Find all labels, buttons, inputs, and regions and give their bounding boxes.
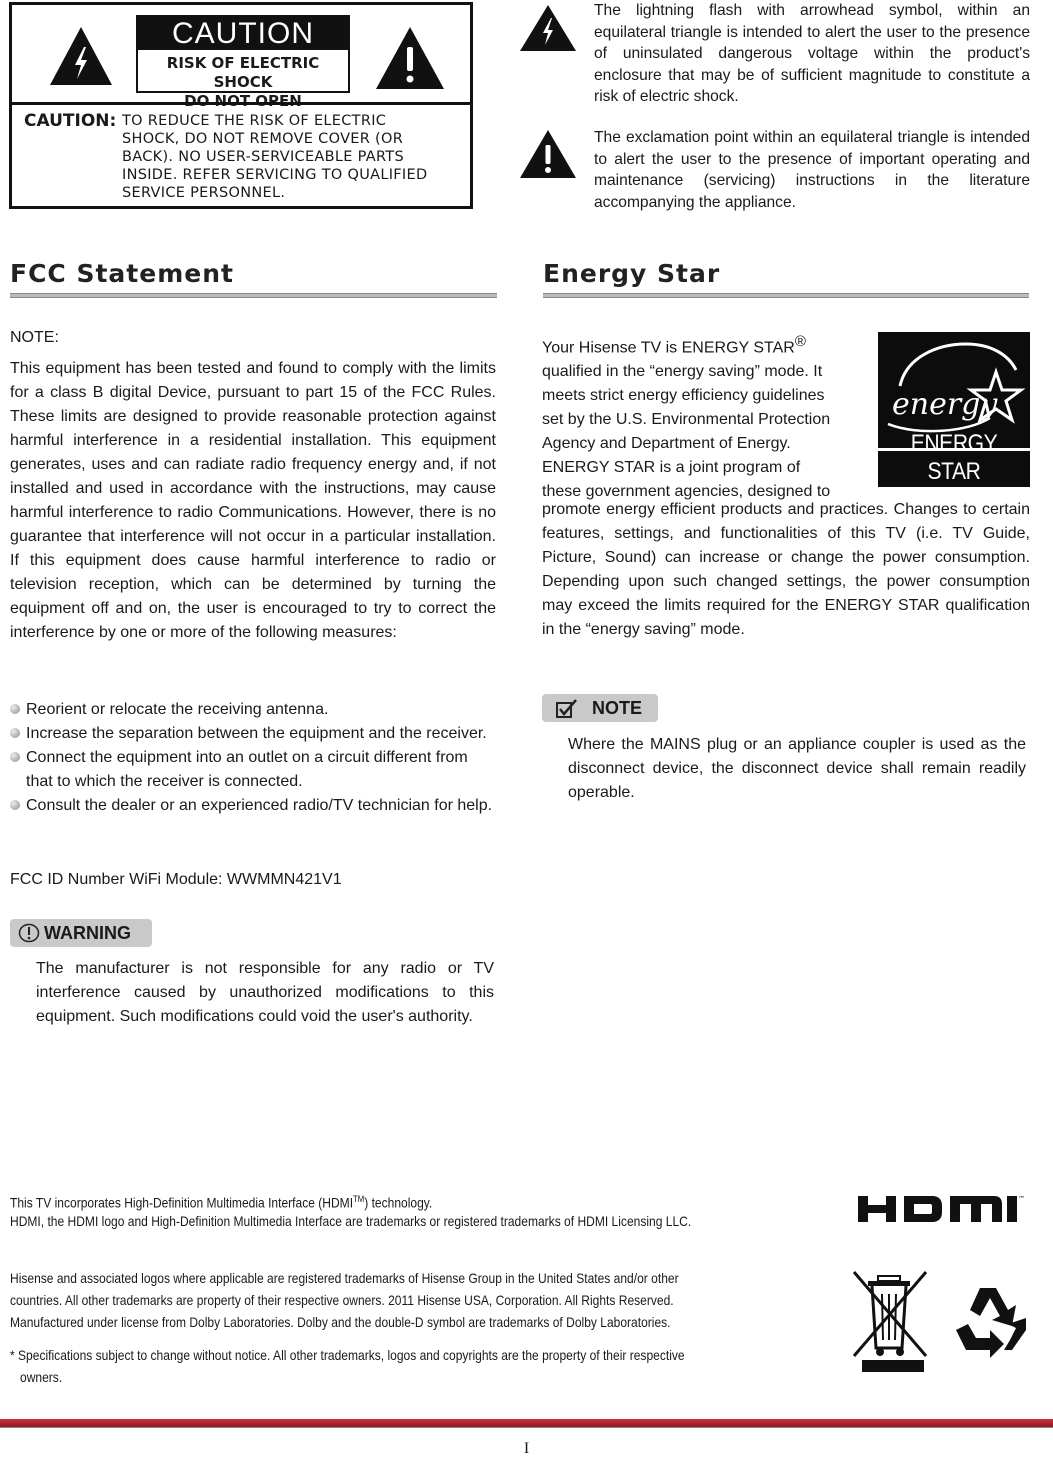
recycle-icon (950, 1282, 1032, 1362)
trademark-line: countries. All other trademarks are property of their respective owners. 2011 Hisense USA, Corporation. All Rights Reserved. (10, 1292, 674, 1308)
lightning-symbol-text: The lightning flash with arrowhead symbol, within an equilateral triangle is intended to alert the user to the presence of uninsulated dangerous voltage within the product's enclosure that may be of sufficient magnitude to constitute a risk of electric shock. (594, 2, 1030, 105)
exclamation-triangle-icon (519, 129, 577, 179)
energy-star-heading-rule (543, 293, 1029, 298)
caution-banner-line2: DO NOT OPEN (184, 92, 302, 110)
note-tag (542, 694, 658, 722)
list-item: Reorient or relocate the receiving antenna. (10, 698, 496, 722)
warning-text: The manufacturer is not responsible for any radio or TV interference caused by unauthorized modifications to this equipment. Such modifications could void the user's authority. (36, 960, 494, 1025)
warning-label: WARNING (44, 923, 131, 943)
weee-bin-icon (850, 1268, 932, 1374)
caution-label: CAUTION: (24, 111, 117, 131)
caution-text-line: SHOCK, DO NOT REMOVE COVER (OR (122, 131, 404, 147)
caution-text-line: SERVICE PERSONNEL. (122, 185, 286, 201)
caution-banner (136, 15, 350, 110)
caution-box (9, 2, 473, 209)
bullet-icon (10, 704, 20, 714)
spec-line2: owners. (20, 1369, 63, 1385)
fcc-note-label: NOTE: (10, 329, 59, 346)
energy-star-intro-line: set by the U.S. Environmental Protection (542, 411, 831, 429)
warning-tag (10, 919, 152, 947)
energy-star-intro-line: meets strict energy efficiency guidelines (542, 387, 825, 405)
energy-star-logo (878, 332, 1030, 487)
footer-bar-shadow (0, 1427, 1053, 1428)
caution-text-line: INSIDE. REFER SERVICING TO QUALIFIED (122, 167, 428, 183)
hdmi-line1: This TV incorporates High-Definition Multimedia Interface (HDMI™) technology. (10, 1194, 433, 1211)
page-number: I (523, 1440, 530, 1457)
registered-mark: ® (794, 333, 806, 350)
exclamation-symbol-text: The exclamation point within an equilateral triangle is intended to alert the user to the presence of important operating and maintenance (servicing) instructions in the literature accompanying the appliance. (594, 129, 1030, 211)
exclamation-triangle-icon (374, 25, 446, 91)
fcc-id: FCC ID Number WiFi Module: WWMMN421V1 (10, 871, 342, 888)
energy-star-intro-line: ENERGY STAR is a joint program of (542, 459, 801, 477)
energy-star-intro-line: these government agencies, designed to (542, 483, 831, 501)
warning-icon (18, 923, 40, 943)
energy-star-heading: Energy Star (543, 259, 721, 288)
caution-banner-line1: RISK OF ELECTRIC SHOCK (166, 54, 320, 91)
note-check-icon (556, 699, 578, 718)
hdmi-line2: HDMI, the HDMI logo and High-Definition Multimedia Interface are trademarks or registered trademarks of HDMI Licensing LLC. (10, 1213, 692, 1229)
note-label: NOTE (592, 698, 643, 718)
bullet-icon (10, 800, 20, 810)
bullet-icon (10, 752, 20, 762)
fcc-heading-rule (10, 293, 497, 298)
lightning-triangle-icon (48, 25, 114, 87)
energy-star-continued: promote energy efficient products and practices. Changes to certain features, settings, and functionalities of this TV (i.e. TV Guide, Picture, Sound) can increase or change the power consumption. Depending upon such changed settings, the power consumption may exceed the limits required for the ENERGY STAR qualification in the “energy saving” mode. (542, 501, 1030, 638)
energy-star-intro-line: Agency and Department of Energy. (542, 435, 791, 453)
hdmi-logo (856, 1192, 1028, 1226)
list-item: Connect the equipment into an outlet on a circuit different from that to which the receiver is connected. (10, 746, 496, 794)
lightning-triangle-icon (519, 4, 577, 52)
energy-script: energy (892, 387, 998, 422)
bullet-icon (10, 728, 20, 738)
energy-star-intro-line: Your Hisense TV is ENERGY STAR (542, 339, 795, 357)
list-item: Consult the dealer or an experienced radio/TV technician for help. (10, 794, 496, 818)
note-text: Where the MAINS plug or an appliance coupler is used as the disconnect device, the disconnect device shall remain readily operable. (568, 736, 1026, 801)
fcc-paragraph: This equipment has been tested and found to comply with the limits for a class B digital Device, pursuant to part 15 of the FCC Rules. These limits are designed to provide reasonable protection against harmful interference in a residential installation. This equipment generates, uses and can radiate radio frequency energy and, if not installed and used in accordance with the instructions, may cause harmful interference to radio Communications. However, there is no guarantee that interference will not occur in a particular installation. If this equipment does cause harmful interference to radio or television reception, which can be determined by turning the equipment off and on, the user is encouraged to try to correct the interference by one or more of the following measures: (10, 360, 496, 641)
caution-text-line: BACK). NO USER-SERVICEABLE PARTS (122, 149, 404, 165)
caution-text (122, 112, 472, 202)
energy-star-intro (542, 330, 872, 504)
trademark-line: Hisense and associated logos where applicable are registered trademarks of Hisense Group in the United States and/or other (10, 1270, 679, 1286)
caution-text-line: TO REDUCE THE RISK OF ELECTRIC (122, 113, 387, 129)
spec-line1: * Specifications subject to change without notice. All other trademarks, logos and copyrights are the property of their respective (10, 1347, 685, 1363)
fcc-heading: FCC Statement (10, 259, 234, 288)
hdmi-tm: TM (353, 1194, 365, 1204)
list-item: Increase the separation between the equipment and the receiver. (10, 722, 496, 746)
energy-star-logo-text: ENERGY STAR (910, 430, 998, 485)
trademark-line: Manufactured under license from Dolby Laboratories. Dolby and the double-D symbol are trademarks of Dolby Laboratories. (10, 1314, 671, 1330)
caution-banner-title: CAUTION (138, 17, 348, 50)
hdmi-logo-tm: ™ (1018, 1195, 1025, 1203)
caution-divider (12, 102, 470, 105)
fcc-bullet-list (10, 698, 496, 818)
energy-star-intro-line: qualified in the “energy saving” mode. It (542, 363, 823, 381)
